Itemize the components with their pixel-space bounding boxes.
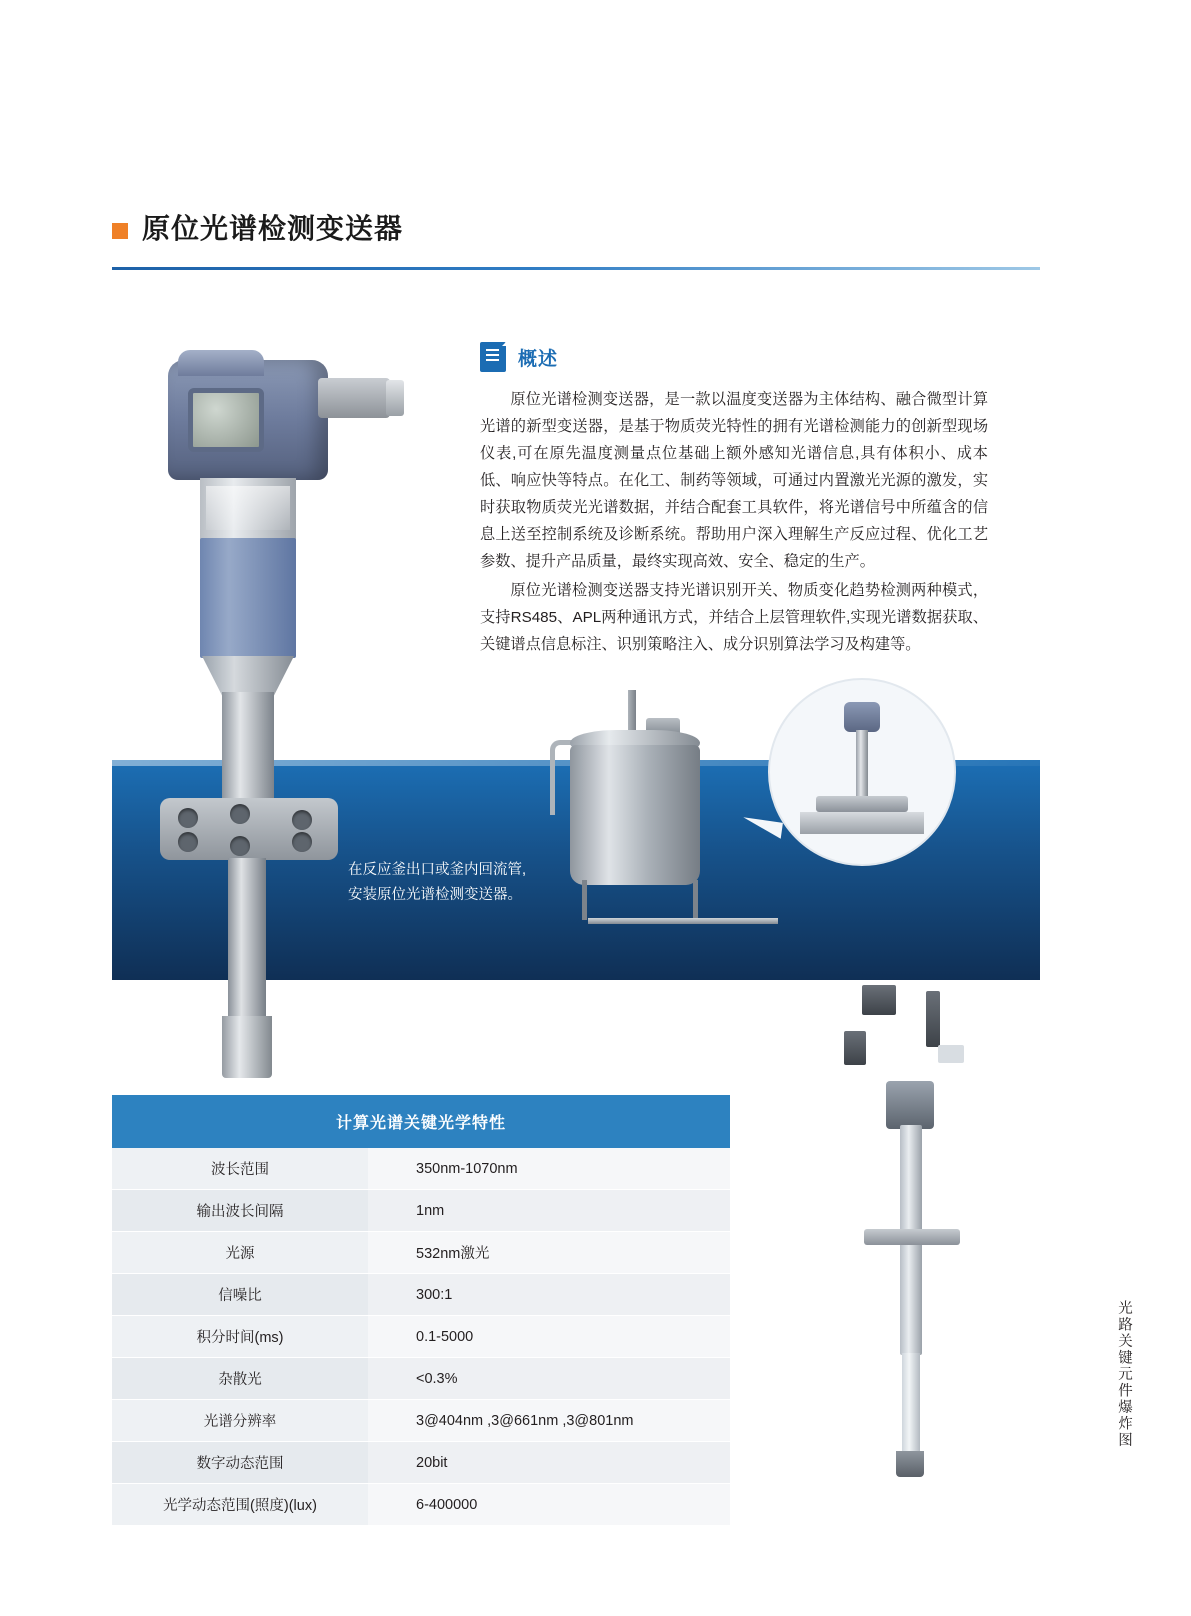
exploded-glass-tube — [902, 1353, 920, 1453]
callout-flange — [816, 796, 908, 812]
transmitter-cone — [202, 656, 294, 696]
transmitter-blue-body — [200, 538, 296, 658]
exploded-flange — [864, 1229, 960, 1245]
title-divider — [112, 267, 1040, 270]
spec-value: 6-400000 — [368, 1484, 730, 1526]
spec-key: 输出波长间隔 — [112, 1190, 368, 1232]
exploded-module-4 — [938, 1045, 964, 1063]
exploded-diagram-caption: 光路关键元件爆炸图 — [1116, 1300, 1132, 1449]
exploded-optical-head — [886, 1081, 934, 1129]
overview-section — [480, 342, 988, 660]
flange-bolt-hole — [230, 804, 250, 824]
spec-table-body — [112, 1148, 730, 1526]
exploded-module-2 — [926, 991, 940, 1047]
spec-table — [112, 1095, 730, 1526]
transmitter-lower-shaft — [228, 858, 266, 1018]
page-header — [112, 205, 1040, 275]
hero-caption-line-1: 在反应釜出口或釜内回流管, — [348, 862, 527, 878]
spec-value: 532nm激光 — [368, 1232, 730, 1274]
callout-pipe — [800, 812, 924, 834]
exploded-module-3 — [844, 1031, 866, 1065]
hero-caption — [348, 858, 526, 909]
table-row — [112, 1274, 730, 1316]
transmitter-display — [188, 388, 264, 452]
spec-key: 光谱分辨率 — [112, 1400, 368, 1442]
table-row — [112, 1190, 730, 1232]
flange-bolt-hole — [178, 808, 198, 828]
exploded-module-1 — [862, 985, 896, 1015]
callout-transmitter — [844, 702, 880, 732]
title-row — [112, 205, 1040, 253]
flange-bolt-hole — [178, 832, 198, 852]
spec-key: 杂散光 — [112, 1358, 368, 1400]
spec-value: 20bit — [368, 1442, 730, 1484]
flange-bolt-hole — [230, 836, 250, 856]
transmitter-flange — [160, 798, 338, 860]
table-row — [112, 1484, 730, 1526]
table-row — [112, 1442, 730, 1484]
overview-paragraph-1: 原位光谱检测变送器，是一款以温度变送器为主体结构、融合微型计算光谱的新型变送器，是基于物质荧光特性的拥有光谱检测能力的创新型现场仪表,可在原先温度测量点位基础上额外感知光谱信息,具有体积小、成本低、响应快等特点。在化工、制药等领域，可通过内置激光光源的激发，实时获取物质荧光光谱数据，并结合配套工具软件，将光谱信号中所蕴含的信息上送至控制系统及诊断系统。帮助用户深入理解生产反应过程、优化工艺参数、提升产品质量，最终实现高效、安全、稳定的生产。 — [480, 391, 988, 571]
transmitter-cable-port — [318, 378, 390, 418]
spec-key: 信噪比 — [112, 1274, 368, 1316]
overview-paragraph-2: 原位光谱检测变送器支持光谱识别开关、物质变化趋势检测两种模式，支持RS485、APL两种通讯方式，并结合上层管理软件,实现光谱数据获取、关键谱点信息标注、识别策略注入、成分识别算法学习及构建等。 — [480, 582, 988, 654]
spec-value: 300:1 — [368, 1274, 730, 1316]
table-row — [112, 1400, 730, 1442]
table-row — [112, 1232, 730, 1274]
transmitter-upper-shaft — [222, 692, 274, 802]
callout-detail-bubble — [768, 678, 956, 866]
flange-bolt-hole — [292, 810, 312, 830]
flange-bolt-hole — [292, 832, 312, 852]
spec-table-title: 计算光谱关键光学特性 — [112, 1095, 730, 1148]
transmitter-cap — [178, 350, 264, 376]
hero-caption-line-2: 安装原位光谱检测变送器。 — [348, 887, 522, 904]
spec-key: 数字动态范围 — [112, 1442, 368, 1484]
nameplate-text — [206, 486, 290, 530]
transmitter-nameplate — [200, 478, 296, 540]
callout-probe-stem — [856, 730, 868, 796]
table-row — [112, 1148, 730, 1190]
square-bullet-icon — [112, 223, 128, 239]
overview-heading-row — [480, 342, 988, 372]
spec-table-header-row — [112, 1095, 730, 1148]
transmitter-probe-tip — [222, 1016, 272, 1078]
exploded-probe-tip — [896, 1451, 924, 1477]
vessel-outlet-pipe — [588, 918, 778, 924]
document-icon — [480, 342, 506, 372]
spec-key: 积分时间(ms) — [112, 1316, 368, 1358]
overview-heading: 概述 — [518, 348, 559, 370]
exploded-diagram-image — [840, 985, 1050, 1505]
spec-value: 3@404nm ,3@661nm ,3@801nm — [368, 1400, 730, 1442]
spec-value: <0.3% — [368, 1358, 730, 1400]
vessel-stand — [582, 880, 698, 920]
spec-value: 350nm-1070nm — [368, 1148, 730, 1190]
spec-value: 1nm — [368, 1190, 730, 1232]
page-title: 原位光谱检测变送器 — [142, 213, 404, 244]
table-row — [112, 1316, 730, 1358]
table-row — [112, 1358, 730, 1400]
spec-key: 光源 — [112, 1232, 368, 1274]
spec-key: 光学动态范围(照度)(lux) — [112, 1484, 368, 1526]
spec-key: 波长范围 — [112, 1148, 368, 1190]
vessel-body — [570, 745, 700, 885]
product-transmitter-image — [140, 330, 400, 1120]
spec-value: 0.1-5000 — [368, 1316, 730, 1358]
